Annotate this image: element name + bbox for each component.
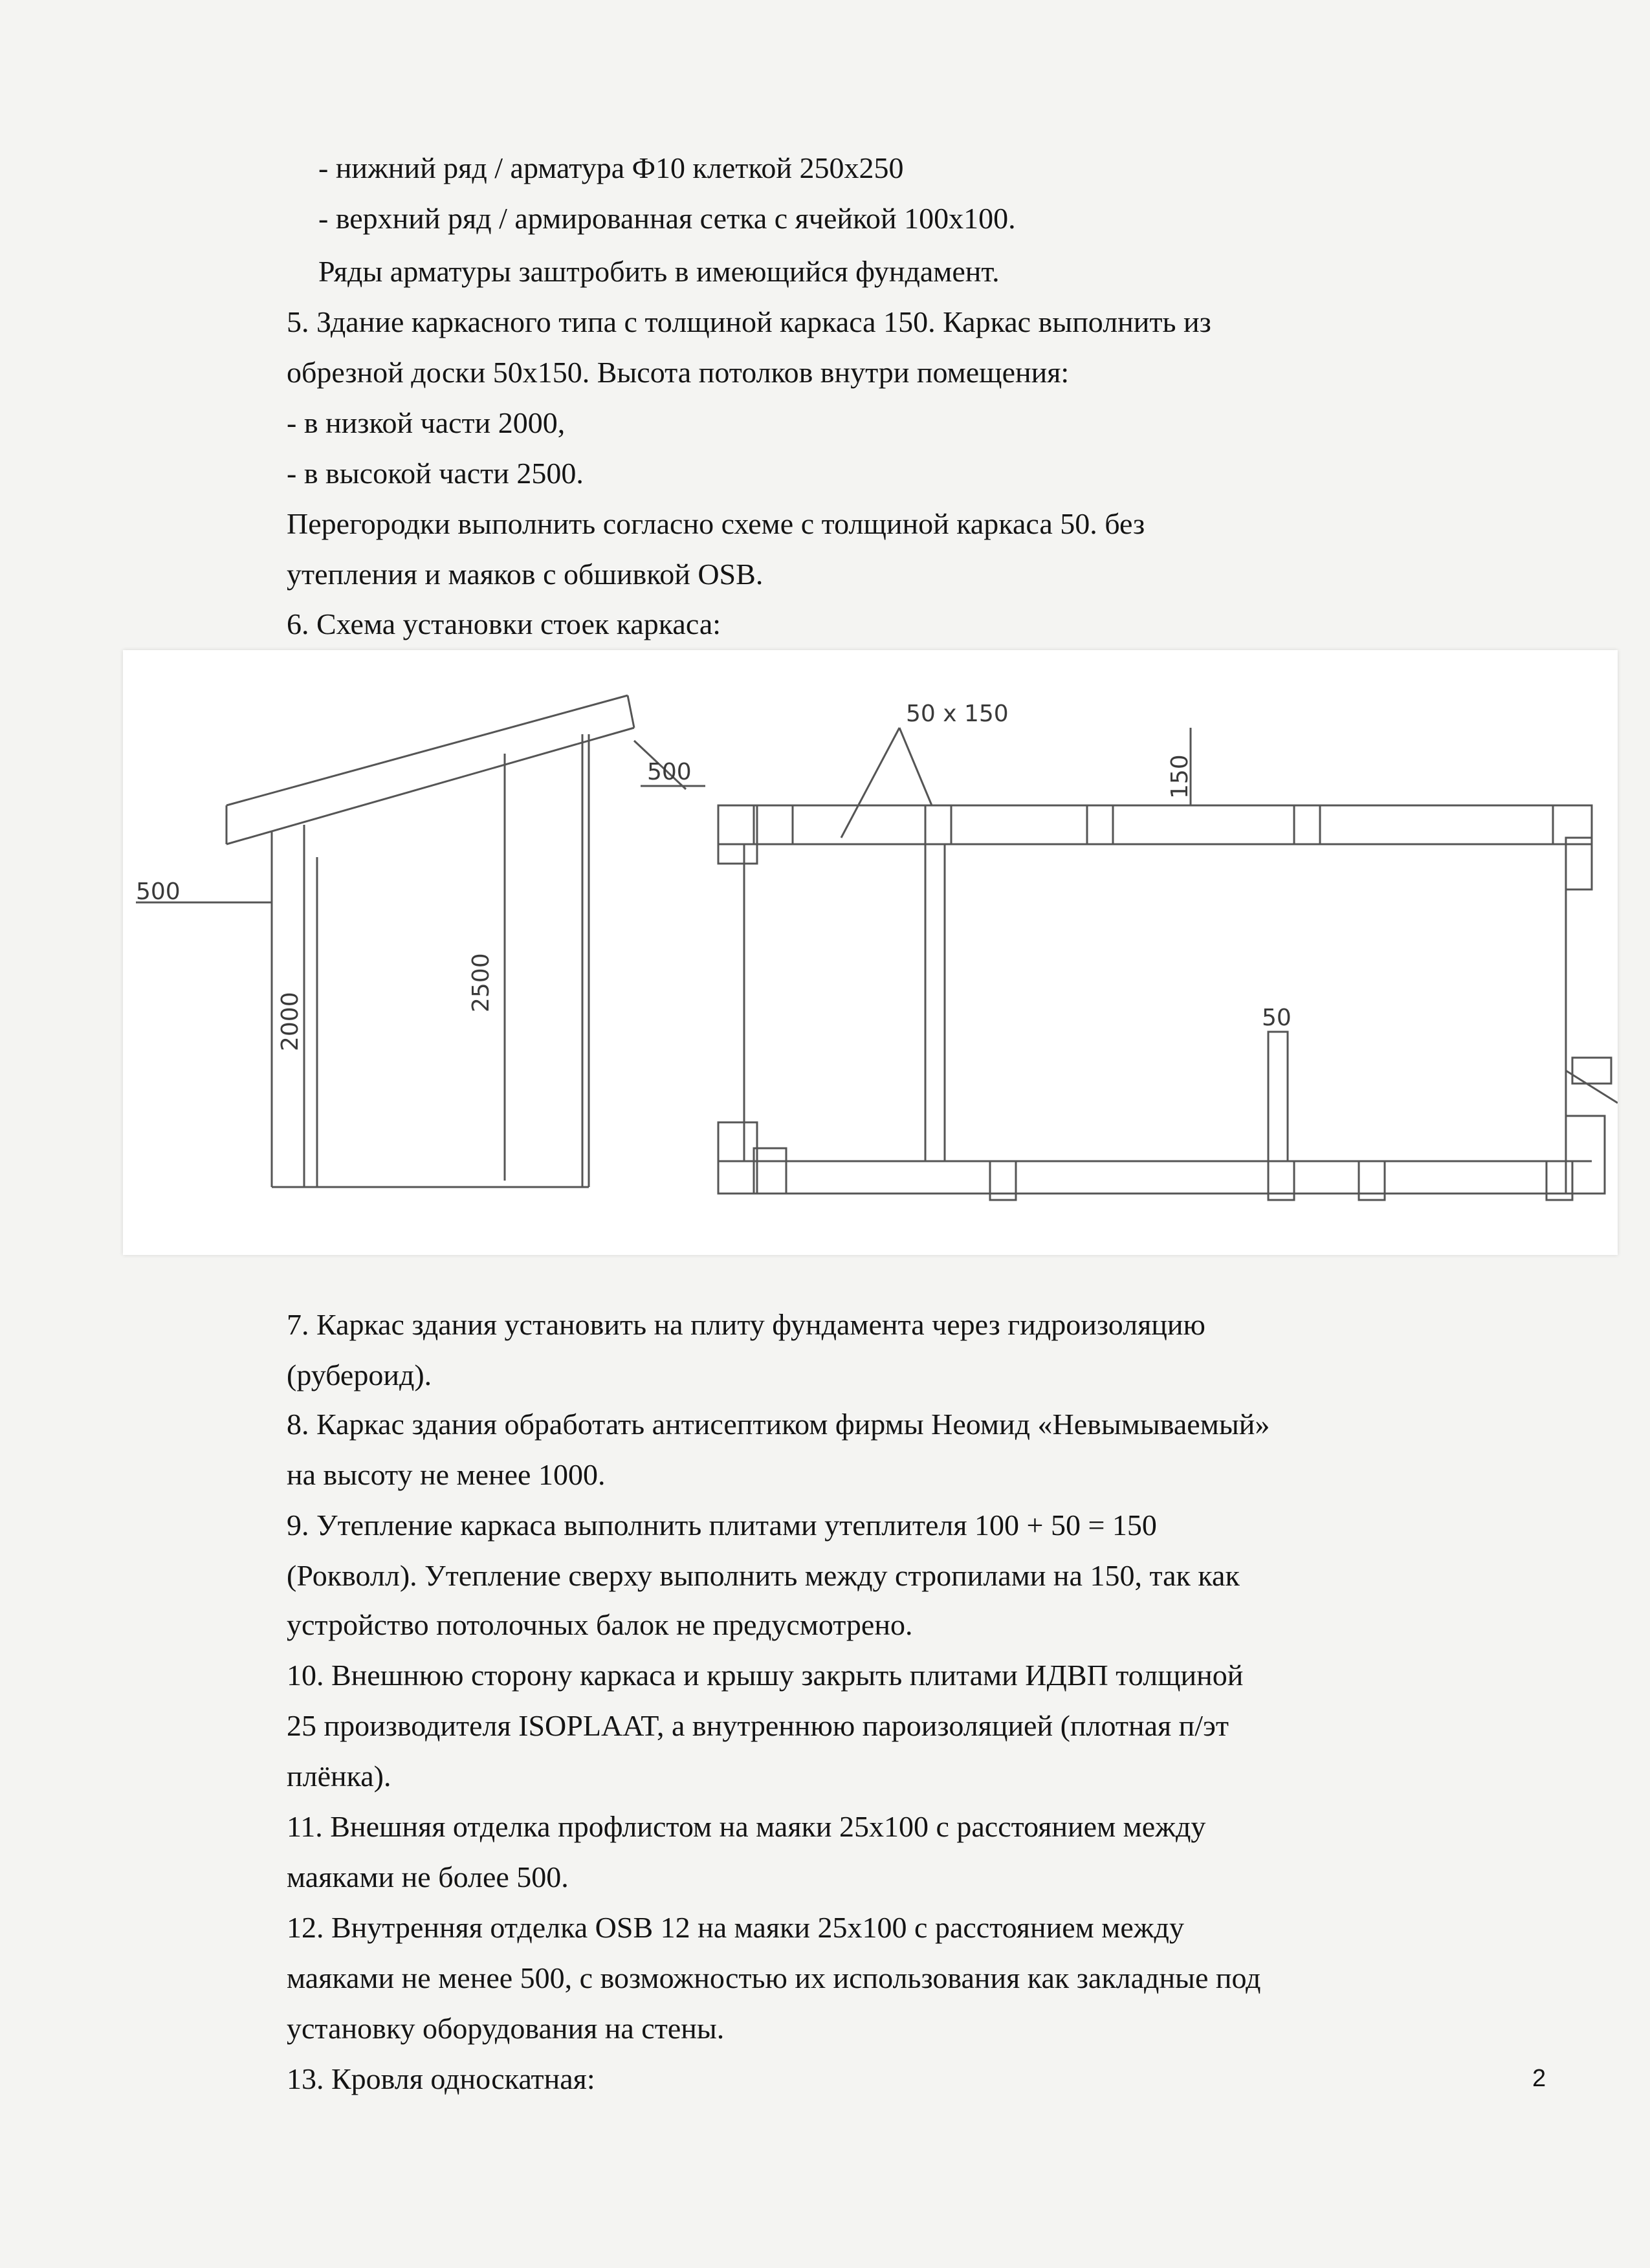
text-line: - верхний ряд / армированная сетка с ячейкой 100х100. bbox=[318, 202, 1016, 235]
text-line: (Рокволл). Утепление сверху выполнить между стропилами на 150, так как bbox=[287, 1559, 1240, 1592]
text-line: устройство потолочных балок не предусмотрено. bbox=[287, 1608, 913, 1641]
text-line: 12. Внутренняя отделка OSB 12 на маяки 25х100 с расстоянием между bbox=[287, 1911, 1184, 1944]
text-line: 8. Каркас здания обработать антисептиком фирмы Неомид «Невымываемый» bbox=[287, 1408, 1270, 1441]
text-line: на высоту не менее 1000. bbox=[287, 1458, 606, 1491]
text-line: - в низкой части 2000, bbox=[287, 406, 566, 439]
text-line: (рубероид). bbox=[287, 1358, 432, 1391]
partition-thickness-label: 50 bbox=[1262, 1005, 1292, 1031]
text-line: Ряды арматуры заштробить в имеющийся фундамент. bbox=[318, 255, 1000, 288]
text-line: 25 производителя ISOPLAAT, а внутреннюю пароизоляцией (плотная п/эт bbox=[287, 1709, 1229, 1742]
text-line: 5. Здание каркасного типа с толщиной каркаса 150. Каркас выполнить из bbox=[287, 305, 1211, 338]
text-line: 13. Кровля односкатная: bbox=[287, 2062, 595, 2095]
text-line: установку оборудования на стены. bbox=[287, 2012, 725, 2045]
page-number: 2 bbox=[1532, 2065, 1546, 2092]
text-line: 7. Каркас здания установить на плиту фундамента через гидроизоляцию bbox=[287, 1308, 1205, 1341]
overhang-left-label: 500 bbox=[136, 878, 181, 905]
text-line: 9. Утепление каркаса выполнить плитами утеплителя 100 + 50 = 150 bbox=[287, 1509, 1157, 1542]
text-line: Перегородки выполнить согласно схеме с толщиной каркаса 50. без bbox=[287, 507, 1145, 540]
height-low-label: 2000 bbox=[277, 992, 303, 1051]
text-line: 11. Внешняя отделка профлистом на маяки 25х100 с расстоянием между bbox=[287, 1810, 1206, 1843]
text-line: маяками не более 500. bbox=[287, 1860, 569, 1893]
frame-thickness-label: 150 bbox=[1167, 754, 1193, 799]
text-line: - нижний ряд / арматура Ф10 клеткой 250х250 bbox=[318, 151, 904, 184]
height-high-label: 2500 bbox=[468, 953, 494, 1012]
text-line: плёнка). bbox=[287, 1760, 391, 1793]
text-line: маяками не менее 500, с возможностью их использования как закладные под bbox=[287, 1961, 1261, 1994]
text-line: утепления и маяков с обшивкой OSB. bbox=[287, 558, 764, 591]
text-line: обрезной доски 50х150. Высота потолков внутри помещения: bbox=[287, 356, 1070, 389]
text-line: 10. Внешнюю сторону каркаса и крышу закрыть плитами ИДВП толщиной bbox=[287, 1659, 1244, 1692]
board-size-label: 50 x 150 bbox=[906, 701, 1009, 727]
text-line: - в высокой части 2500. bbox=[287, 457, 584, 490]
overhang-right-label: 500 bbox=[647, 759, 692, 785]
text-line: 6. Схема установки стоек каркаса: bbox=[287, 607, 721, 640]
frame-post-sketch bbox=[123, 650, 1618, 1255]
